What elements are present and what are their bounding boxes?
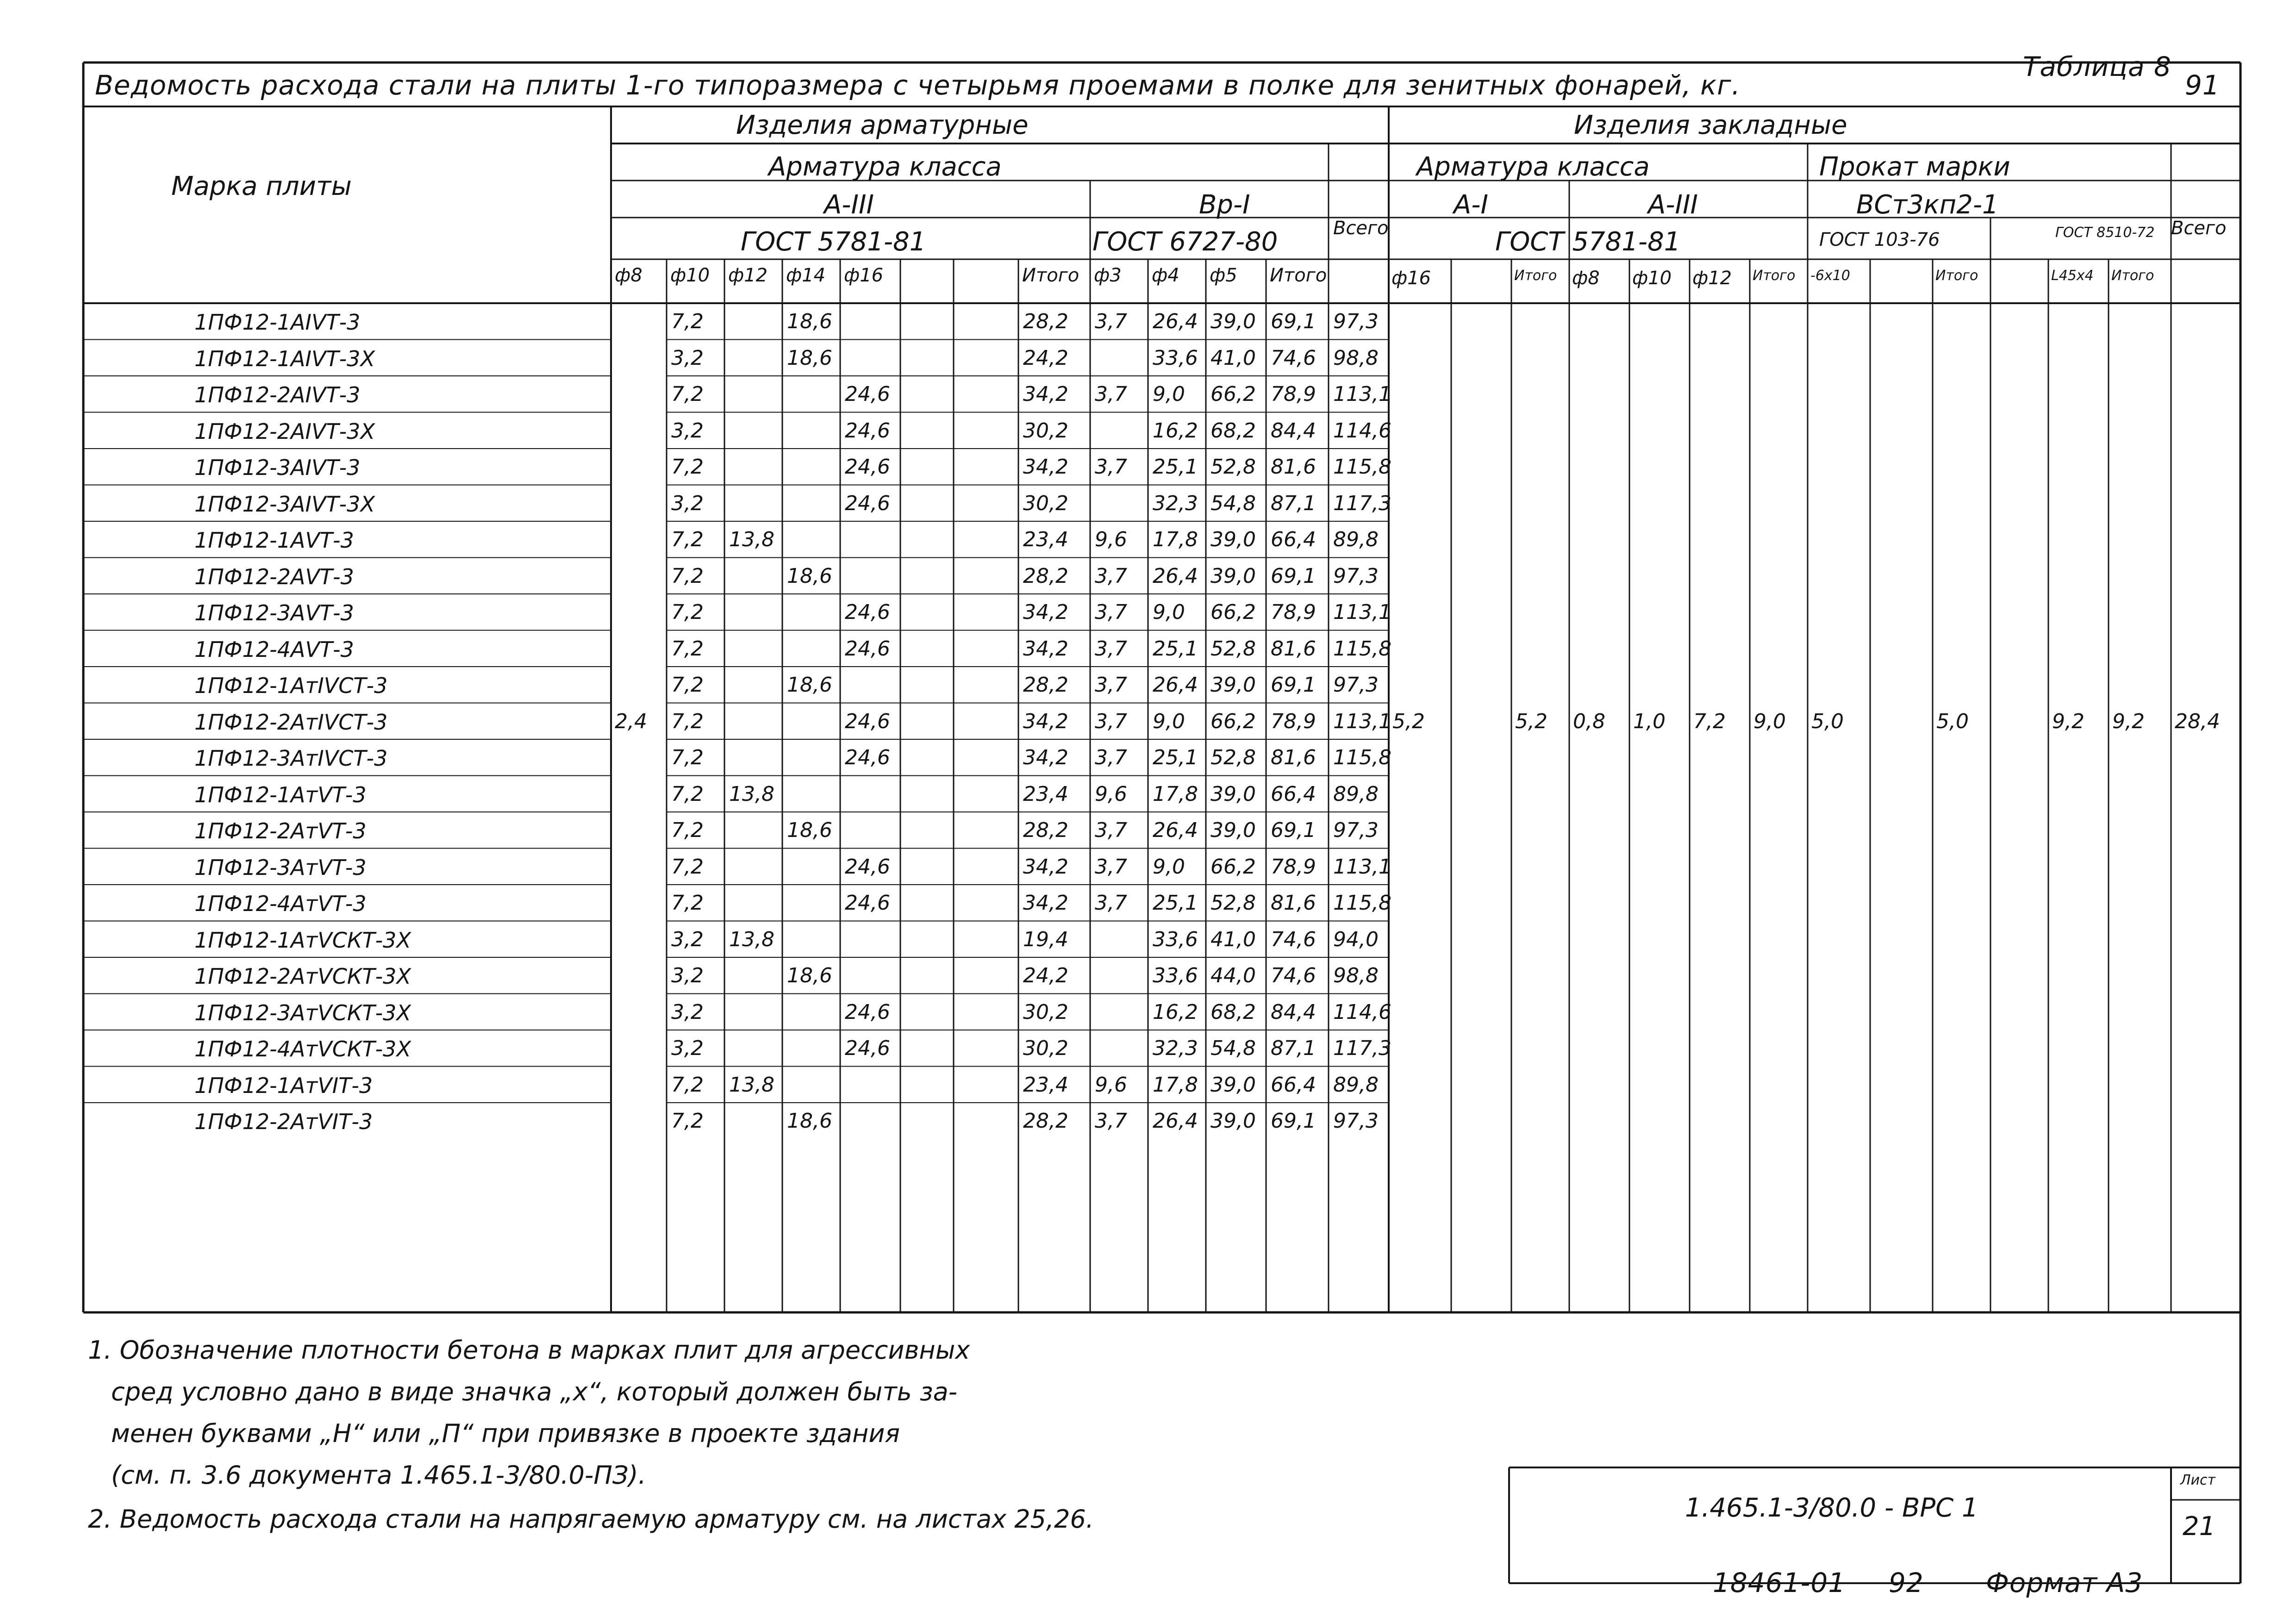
- cell-tot: 97,3: [1333, 818, 1379, 842]
- cell-it1: 34,2: [1023, 600, 1068, 624]
- cell-f14: 18,6: [787, 310, 832, 333]
- common-e_pl: 5,0: [1811, 709, 1844, 733]
- row-mark: 1ПФ12-1АIVТ-3: [194, 310, 361, 335]
- cell-it2: 81,6: [1271, 455, 1316, 479]
- cell-it1: 34,2: [1023, 382, 1068, 406]
- subheader-ef12: ф12: [1692, 268, 1732, 289]
- cell-f4: 33,6: [1153, 346, 1198, 370]
- cell-tot: 117,3: [1333, 1036, 1391, 1060]
- cell-f14: 18,6: [787, 346, 832, 370]
- cell-f10: 7,2: [671, 528, 704, 551]
- cell-f10: 7,2: [671, 818, 704, 842]
- cell-it2: 87,1: [1271, 1036, 1316, 1060]
- inventory-number: 18461-01: [1713, 1567, 1846, 1598]
- cell-f5: 52,8: [1210, 891, 1256, 915]
- cell-it1: 24,2: [1023, 346, 1068, 370]
- gost-103-header: ГОСТ 103-76: [1819, 229, 1940, 250]
- cell-f3: 3,7: [1095, 382, 1127, 406]
- subheader-ef16: ф16: [1391, 268, 1431, 289]
- subheader-eit1: Итого: [1514, 268, 1557, 284]
- row-mark: 1ПФ12-1АтIVСТ-3: [194, 673, 388, 698]
- cell-f5: 52,8: [1210, 455, 1256, 479]
- cell-f10: 7,2: [671, 1109, 704, 1133]
- cell-f4: 32,3: [1153, 1036, 1198, 1060]
- cell-f16: 24,6: [845, 891, 890, 915]
- cell-f12: 13,8: [729, 528, 774, 551]
- vst3-header: ВСт3кп2-1: [1856, 190, 1999, 220]
- common-e_f8: 0,8: [1573, 709, 1605, 733]
- rebar-class-header: Арматура класса: [768, 152, 1002, 182]
- cell-f4: 33,6: [1153, 964, 1198, 987]
- cell-it1: 24,2: [1023, 964, 1068, 987]
- subheader-eit2: Итого: [1753, 268, 1796, 284]
- cell-f4: 26,4: [1153, 310, 1198, 333]
- row-mark: 1ПФ12-1АVТ-3: [194, 528, 354, 553]
- cell-it2: 69,1: [1271, 1109, 1316, 1133]
- cell-f5: 39,0: [1210, 673, 1256, 697]
- cell-f5: 41,0: [1210, 346, 1256, 370]
- cell-it2: 78,9: [1271, 600, 1316, 624]
- class-aiii-embedded-header: А-III: [1648, 190, 1698, 220]
- cell-tot: 89,8: [1333, 528, 1379, 551]
- cell-it1: 30,2: [1023, 1036, 1068, 1060]
- cell-it2: 78,9: [1271, 709, 1316, 733]
- cell-it1: 34,2: [1023, 746, 1068, 769]
- note-line: 2. Ведомость расхода стали на напрягаемую арматуру см. на листах 25,26.: [88, 1504, 1094, 1534]
- gost-6727-header: ГОСТ 6727-80: [1092, 227, 1278, 257]
- cell-f16: 24,6: [845, 1000, 890, 1024]
- subheader-eit3: Итого: [1935, 268, 1978, 284]
- cell-f10: 3,2: [671, 346, 704, 370]
- subheader-it2: Итого: [1270, 265, 1327, 286]
- cell-f10: 7,2: [671, 310, 704, 333]
- cell-it2: 81,6: [1271, 637, 1316, 661]
- cell-f4: 16,2: [1153, 1000, 1198, 1024]
- cell-f5: 66,2: [1210, 600, 1256, 624]
- cell-f14: 18,6: [787, 673, 832, 697]
- subheader-f5: ф5: [1210, 265, 1237, 286]
- cell-it2: 69,1: [1271, 564, 1316, 588]
- cell-it2: 69,1: [1271, 310, 1316, 333]
- cell-f10: 7,2: [671, 782, 704, 806]
- row-mark: 1ПФ12-4АтVТ-3: [194, 891, 367, 916]
- cell-f5: 52,8: [1210, 746, 1256, 769]
- cell-f3: 3,7: [1095, 1109, 1127, 1133]
- row-mark: 1ПФ12-3АVТ-3: [194, 600, 354, 625]
- cell-it1: 28,2: [1023, 564, 1068, 588]
- cell-it2: 78,9: [1271, 855, 1316, 879]
- embedded-group-header: Изделия закладные: [1574, 110, 1847, 140]
- cell-f3: 9,6: [1095, 528, 1127, 551]
- cell-f3: 3,7: [1095, 709, 1127, 733]
- subheader-f8: ф8: [615, 265, 643, 286]
- cell-f10: 3,2: [671, 964, 704, 987]
- cell-tot: 114,6: [1333, 1000, 1391, 1024]
- subheader-epl: -6х10: [1810, 268, 1850, 284]
- cell-tot: 97,3: [1333, 564, 1379, 588]
- footer-page: 92: [1889, 1567, 1924, 1598]
- cell-f5: 52,8: [1210, 637, 1256, 661]
- common-e_it2: 9,0: [1753, 709, 1786, 733]
- cell-f5: 66,2: [1210, 855, 1256, 879]
- cell-f4: 25,1: [1153, 455, 1198, 479]
- cell-tot: 89,8: [1333, 782, 1379, 806]
- cell-f10: 7,2: [671, 564, 704, 588]
- class-ai-header: А-I: [1454, 190, 1489, 220]
- cell-f10: 3,2: [671, 1000, 704, 1024]
- cell-f10: 3,2: [671, 418, 704, 443]
- cell-tot: 97,3: [1333, 310, 1379, 333]
- cell-f10: 7,2: [671, 746, 704, 769]
- prokat-header: Прокат марки: [1819, 152, 2010, 182]
- stamp-doc-code: 1.465.1-3/80.0 - ВРС 1: [1685, 1493, 1978, 1523]
- class-aiii-header: А-III: [824, 190, 874, 220]
- cell-it2: 84,4: [1271, 1000, 1316, 1024]
- class-vpi-header: Вр-I: [1199, 190, 1250, 220]
- cell-it2: 81,6: [1271, 746, 1316, 769]
- cell-f10: 3,2: [671, 927, 704, 951]
- cell-f3: 9,6: [1095, 782, 1127, 806]
- cell-f4: 9,0: [1153, 382, 1185, 406]
- row-mark: 1ПФ12-1АтVIТ-3: [194, 1073, 373, 1098]
- cell-f5: 68,2: [1210, 418, 1256, 443]
- cell-f5: 39,0: [1210, 1109, 1256, 1133]
- common-e_it1: 5,2: [1515, 709, 1547, 733]
- cell-f5: 39,0: [1210, 310, 1256, 333]
- cell-f4: 17,8: [1153, 528, 1198, 551]
- cell-f5: 39,0: [1210, 782, 1256, 806]
- row-mark: 1ПФ12-3АтIVСТ-3: [194, 746, 388, 771]
- cell-it2: 69,1: [1271, 818, 1316, 842]
- subheader-f16: ф16: [844, 265, 884, 286]
- cell-f10: 3,2: [671, 1036, 704, 1060]
- cell-f4: 25,1: [1153, 637, 1198, 661]
- cell-f4: 16,2: [1153, 418, 1198, 443]
- cell-it1: 34,2: [1023, 891, 1068, 915]
- cell-it1: 30,2: [1023, 491, 1068, 515]
- row-mark: 1ПФ12-2АIVТ-3Х: [194, 418, 375, 444]
- rebar-total-header: Всего: [1333, 218, 1389, 239]
- page-title: Ведомость расхода стали на плиты 1-го типоразмера с четырьмя проемами в полке для зенитных фонарей, кг.: [95, 69, 1741, 101]
- cell-f3: 3,7: [1095, 673, 1127, 697]
- stamp-sheet-number: 21: [2183, 1511, 2216, 1542]
- cell-it2: 74,6: [1271, 346, 1316, 370]
- cell-f16: 24,6: [845, 637, 890, 661]
- cell-it1: 28,2: [1023, 673, 1068, 697]
- cell-f10: 7,2: [671, 637, 704, 661]
- cell-f5: 66,2: [1210, 382, 1256, 406]
- cell-f3: 3,7: [1095, 746, 1127, 769]
- subheader-f10: ф10: [670, 265, 710, 286]
- common-e_f10: 1,0: [1633, 709, 1666, 733]
- cell-it2: 78,9: [1271, 382, 1316, 406]
- cell-f10: 7,2: [671, 382, 704, 406]
- cell-tot: 115,8: [1333, 746, 1391, 769]
- page-mark: 91: [2185, 69, 2220, 101]
- cell-f10: 7,2: [671, 891, 704, 915]
- row-mark: 1ПФ12-3АтVТ-3: [194, 855, 367, 880]
- cell-it2: 87,1: [1271, 491, 1316, 515]
- cell-f5: 54,8: [1210, 1036, 1256, 1060]
- cell-tot: 97,3: [1333, 1109, 1379, 1133]
- subheader-f4: ф4: [1152, 265, 1179, 286]
- cell-f4: 25,1: [1153, 891, 1198, 915]
- row-mark: 1ПФ12-2АтVIТ-3: [194, 1109, 373, 1134]
- note-line: сред условно дано в виде значка „х“, который должен быть за-: [111, 1377, 958, 1406]
- cell-f10: 7,2: [671, 673, 704, 697]
- cell-it1: 30,2: [1023, 1000, 1068, 1024]
- cell-f4: 17,8: [1153, 782, 1198, 806]
- common-e_it4: 9,2: [2112, 709, 2145, 733]
- mark-column-header: Марка плиты: [171, 171, 352, 201]
- cell-f16: 24,6: [845, 600, 890, 624]
- common-f8: 2,4: [615, 709, 647, 733]
- cell-f4: 26,4: [1153, 673, 1198, 697]
- cell-it2: 66,4: [1271, 1073, 1316, 1097]
- cell-tot: 117,3: [1333, 491, 1391, 515]
- cell-f5: 66,2: [1210, 709, 1256, 733]
- cell-tot: 115,8: [1333, 637, 1391, 661]
- cell-f10: 7,2: [671, 855, 704, 879]
- row-mark: 1ПФ12-3АIVТ-3Х: [194, 491, 375, 517]
- cell-f3: 3,7: [1095, 600, 1127, 624]
- subheader-f12: ф12: [728, 265, 768, 286]
- cell-f16: 24,6: [845, 1036, 890, 1060]
- row-mark: 1ПФ12-2АтVТ-3: [194, 818, 367, 843]
- cell-f14: 18,6: [787, 964, 832, 987]
- cell-f4: 26,4: [1153, 1109, 1198, 1133]
- stamp-sheet-label: Лист: [2180, 1472, 2216, 1488]
- cell-f10: 7,2: [671, 709, 704, 733]
- subheader-f3: ф3: [1094, 265, 1122, 286]
- cell-f3: 3,7: [1095, 855, 1127, 879]
- row-mark: 1ПФ12-3АтVСКТ-3Х: [194, 1000, 411, 1025]
- cell-f4: 26,4: [1153, 564, 1198, 588]
- cell-f3: 3,7: [1095, 310, 1127, 333]
- cell-f16: 24,6: [845, 491, 890, 515]
- cell-f4: 26,4: [1153, 818, 1198, 842]
- cell-f5: 39,0: [1210, 818, 1256, 842]
- cell-f4: 25,1: [1153, 746, 1198, 769]
- subheader-ef10: ф10: [1632, 268, 1672, 289]
- cell-tot: 114,6: [1333, 418, 1391, 443]
- cell-f16: 24,6: [845, 382, 890, 406]
- cell-it1: 19,4: [1023, 927, 1068, 951]
- cell-f5: 54,8: [1210, 491, 1256, 515]
- cell-f5: 41,0: [1210, 927, 1256, 951]
- cell-tot: 113,1: [1333, 855, 1391, 879]
- cell-it1: 34,2: [1023, 455, 1068, 479]
- rebar-group-header: Изделия арматурные: [736, 110, 1029, 140]
- cell-f16: 24,6: [845, 709, 890, 733]
- cell-f10: 3,2: [671, 491, 704, 515]
- cell-f4: 33,6: [1153, 927, 1198, 951]
- row-mark: 1ПФ12-2АVТ-3: [194, 564, 354, 589]
- row-mark: 1ПФ12-1АIVТ-3Х: [194, 346, 375, 371]
- cell-f3: 3,7: [1095, 564, 1127, 588]
- gost-5781-embedded-header: ГОСТ 5781-81: [1495, 227, 1681, 257]
- subheader-it1: Итого: [1022, 265, 1079, 286]
- cell-f16: 24,6: [845, 855, 890, 879]
- cell-it1: 34,2: [1023, 637, 1068, 661]
- cell-f10: 7,2: [671, 1073, 704, 1097]
- cell-f4: 32,3: [1153, 491, 1198, 515]
- embedded-total-header: Всего: [2171, 218, 2227, 239]
- cell-it1: 30,2: [1023, 418, 1068, 443]
- cell-tot: 113,1: [1333, 709, 1391, 733]
- cell-f3: 3,7: [1095, 891, 1127, 915]
- cell-tot: 98,8: [1333, 964, 1379, 987]
- cell-it1: 34,2: [1023, 709, 1068, 733]
- common-e_f12: 7,2: [1693, 709, 1726, 733]
- row-mark: 1ПФ12-1АтVТ-3: [194, 782, 367, 807]
- cell-f3: 3,7: [1095, 637, 1127, 661]
- cell-f10: 7,2: [671, 600, 704, 624]
- cell-f5: 44,0: [1210, 964, 1256, 987]
- cell-tot: 98,8: [1333, 346, 1379, 370]
- common-e_f16: 5,2: [1392, 709, 1425, 733]
- row-mark: 1ПФ12-2АтVСКТ-3Х: [194, 964, 411, 989]
- row-mark: 1ПФ12-1АтVСКТ-3Х: [194, 927, 411, 953]
- cell-it2: 69,1: [1271, 673, 1316, 697]
- cell-it1: 23,4: [1023, 1073, 1068, 1097]
- cell-tot: 115,8: [1333, 891, 1391, 915]
- subheader-f14: ф14: [786, 265, 826, 286]
- cell-f12: 13,8: [729, 1073, 774, 1097]
- cell-tot: 94,0: [1333, 927, 1379, 951]
- format-label: Формат А3: [1986, 1567, 2143, 1598]
- cell-f4: 9,0: [1153, 600, 1185, 624]
- cell-f14: 18,6: [787, 818, 832, 842]
- cell-f4: 17,8: [1153, 1073, 1198, 1097]
- row-mark: 1ПФ12-2АтIVСТ-3: [194, 709, 388, 735]
- cell-f12: 13,8: [729, 927, 774, 951]
- cell-f4: 9,0: [1153, 709, 1185, 733]
- cell-f3: 3,7: [1095, 818, 1127, 842]
- gost-5781-header: ГОСТ 5781-81: [741, 227, 926, 257]
- cell-f16: 24,6: [845, 418, 890, 443]
- row-mark: 1ПФ12-3АIVТ-3: [194, 455, 361, 480]
- embedded-class-header: Арматура класса: [1416, 152, 1650, 182]
- cell-it2: 66,4: [1271, 528, 1316, 551]
- gost-8510-header: ГОСТ 8510-72: [2055, 225, 2155, 241]
- cell-f5: 68,2: [1210, 1000, 1256, 1024]
- cell-f14: 18,6: [787, 564, 832, 588]
- common-e_it3: 5,0: [1936, 709, 1969, 733]
- cell-tot: 113,1: [1333, 382, 1391, 406]
- cell-f14: 18,6: [787, 1109, 832, 1133]
- cell-it2: 74,6: [1271, 927, 1316, 951]
- common-e_total: 28,4: [2175, 709, 2220, 733]
- cell-it1: 28,2: [1023, 1109, 1068, 1133]
- cell-it1: 28,2: [1023, 818, 1068, 842]
- note-line: (см. п. 3.6 документа 1.465.1-3/80.0-ПЗ).: [111, 1461, 646, 1490]
- cell-it2: 66,4: [1271, 782, 1316, 806]
- cell-f5: 39,0: [1210, 528, 1256, 551]
- cell-f3: 3,7: [1095, 455, 1127, 479]
- cell-f3: 9,6: [1095, 1073, 1127, 1097]
- cell-f16: 24,6: [845, 455, 890, 479]
- cell-it2: 81,6: [1271, 891, 1316, 915]
- row-mark: 1ПФ12-4АтVСКТ-3Х: [194, 1036, 411, 1061]
- cell-it1: 23,4: [1023, 528, 1068, 551]
- cell-it1: 28,2: [1023, 310, 1068, 333]
- table-number: Таблица 8: [2023, 51, 2171, 82]
- cell-tot: 115,8: [1333, 455, 1391, 479]
- subheader-eit4: Итого: [2111, 268, 2154, 284]
- cell-f12: 13,8: [729, 782, 774, 806]
- cell-f4: 9,0: [1153, 855, 1185, 879]
- cell-it2: 84,4: [1271, 418, 1316, 443]
- common-e_ang: 9,2: [2052, 709, 2084, 733]
- note-line: 1. Обозначение плотности бетона в марках плит для агрессивных: [88, 1336, 970, 1365]
- subheader-eang: L45х4: [2051, 268, 2094, 284]
- subheader-ef8: ф8: [1572, 268, 1600, 289]
- cell-tot: 89,8: [1333, 1073, 1379, 1097]
- cell-f10: 7,2: [671, 455, 704, 479]
- cell-tot: 97,3: [1333, 673, 1379, 697]
- cell-f5: 39,0: [1210, 1073, 1256, 1097]
- cell-it1: 23,4: [1023, 782, 1068, 806]
- row-mark: 1ПФ12-4АVТ-3: [194, 637, 354, 662]
- note-line: менен буквами „Н“ или „П“ при привязке в проекте здания: [111, 1419, 900, 1448]
- cell-f5: 39,0: [1210, 564, 1256, 588]
- row-mark: 1ПФ12-2АIVТ-3: [194, 382, 361, 407]
- cell-f16: 24,6: [845, 746, 890, 769]
- cell-it2: 74,6: [1271, 964, 1316, 987]
- cell-tot: 113,1: [1333, 600, 1391, 624]
- cell-it1: 34,2: [1023, 855, 1068, 879]
